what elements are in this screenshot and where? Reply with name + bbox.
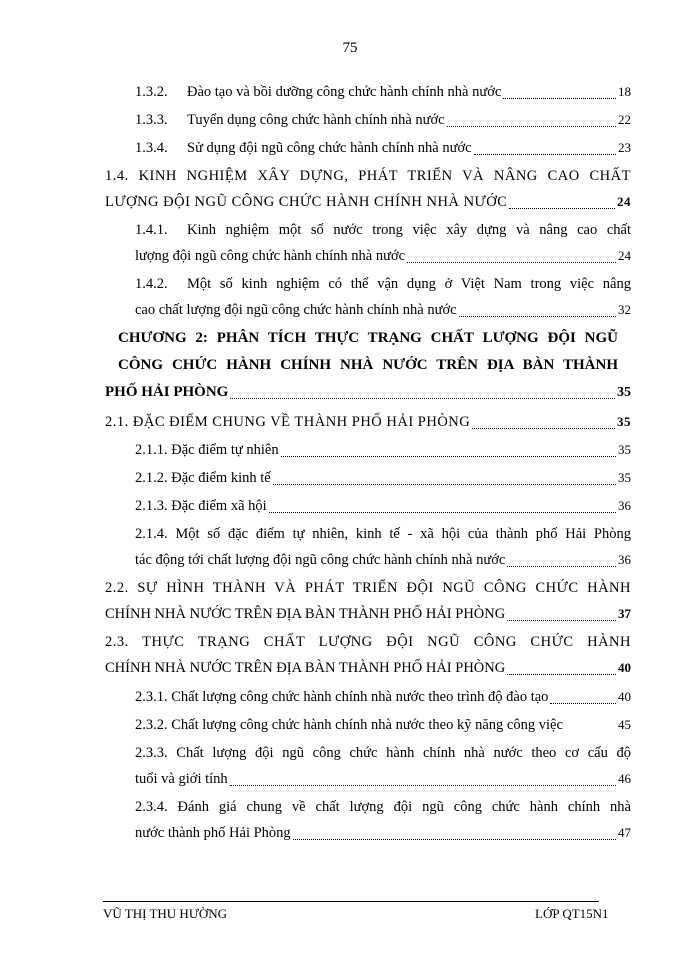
toc-page: 36 [618,498,631,513]
footer-rule [103,901,599,902]
toc-text: lượng đội ngũ công chức hành chính nhà nước [135,248,406,264]
toc-page: 47 [618,825,631,840]
toc-entry-1-4-2-line1[interactable] [135,272,631,296]
toc-text: 2.1.2. Đặc điểm kinh tế [135,470,271,486]
toc-number: 1.3.4. [135,140,168,156]
toc-page: 24 [618,248,631,263]
toc-page: 45 [618,717,631,732]
toc-leader [474,153,616,155]
toc-number: 1.4.1. [135,222,168,238]
toc-text: Đào tạo và bồi dưỡng công chức hành chính nhà nước [187,84,502,100]
page-number: 75 [342,40,358,56]
toc-entry-2-2-line1[interactable]: 2.2. SỰ HÌNH THÀNH VÀ PHÁT TRIỂN ĐỘI NGŨ CÔNG CHỨC HÀNH [105,580,631,596]
toc-leader [230,784,616,786]
toc-text: tác động tới chất lượng đội ngũ công chức hành chính nhà nước [135,552,506,568]
footer-class: LỚP QT15N1 [535,906,609,921]
toc-text: PHỐ HẢI PHÒNG [105,384,229,400]
toc-leader [503,97,616,99]
toc-leader [293,838,616,840]
toc-page: 22 [618,112,631,127]
toc-leader [447,125,616,127]
toc-entry-1-3-4[interactable] [135,136,631,160]
toc-text: 2.1. ĐẶC ĐIỂM CHUNG VỀ THÀNH PHỐ HẢI PHÒNG [105,414,471,430]
toc-leader [507,565,616,567]
toc-entry-2-1-2[interactable] [135,466,631,490]
toc-page: 32 [618,302,631,317]
toc-text: CHÍNH NHÀ NƯỚC TRÊN ĐỊA BÀN THÀNH PHỐ HẢI PHÒNG [105,606,506,622]
toc-entry-2-1-1[interactable] [135,438,631,462]
toc-entry-2-3-4-line1[interactable]: 2.3.4. Đánh giá chung về chất lượng đội ngũ công chức hành chính nhà [135,799,631,815]
toc-leader [269,511,616,513]
toc-leader [507,619,616,621]
toc-page: 35 [618,442,631,457]
chapter-2-title-line3[interactable] [105,380,631,404]
toc-entry-2-3-1[interactable] [135,685,631,709]
toc-text: 2.3.1. Chất lượng công chức hành chính nhà nước theo trình độ đào tạo [135,689,549,705]
toc-number: 1.3.3. [135,112,168,128]
toc-entry-2-1[interactable] [105,410,631,434]
toc-number: 1.4.2. [135,276,168,292]
chapter-2-title-line2[interactable]: CÔNG CHỨC HÀNH CHÍNH NHÀ NƯỚC TRÊN ĐỊA BÀN THÀNH [118,357,618,373]
toc-text: LƯỢNG ĐỘI NGŨ CÔNG CHỨC HÀNH CHÍNH NHÀ NƯỚC [105,194,508,210]
toc-leader [509,207,615,209]
toc-page: 40 [618,660,631,675]
toc-entry-2-3-3-line1[interactable]: 2.3.3. Chất lượng đội ngũ công chức hành chính nhà nước theo cơ cấu độ [135,745,631,761]
toc-leader [459,315,616,317]
toc-text: Sử dụng đội ngũ công chức hành chính nhà nước [187,140,472,156]
toc-page: 40 [618,689,631,704]
toc-text: 2.1.3. Đặc điểm xã hội [135,498,267,514]
toc-text: Kinh nghiệm một số nước trong việc xây dựng và nâng cao chất [187,222,631,238]
toc-text: tuổi và giới tính [135,771,228,787]
toc-leader [407,261,616,263]
toc-entry-2-1-4-line1[interactable]: 2.1.4. Một số đặc điểm tự nhiên, kinh tế - xã hội của thành phố Hải Phòng [135,526,631,542]
toc-leader [273,483,616,485]
toc-page: 23 [618,140,631,155]
toc-entry-1-4-line1[interactable]: 1.4. KINH NGHIỆM XÂY DỰNG, PHÁT TRIỂN VÀ NÂNG CAO CHẤT [105,168,631,184]
toc-page: 24 [617,194,631,209]
toc-text: Tuyển dụng công chức hành chính nhà nước [187,112,445,128]
toc-entry-2-1-4-line2[interactable] [135,548,631,572]
toc-entry-1-3-2[interactable] [135,80,631,104]
toc-page: 35 [617,414,631,429]
toc-entry-2-3-2[interactable] [135,713,631,737]
toc-entry-1-4-line2[interactable] [105,190,631,214]
toc-number: 1.3.2. [135,84,168,100]
toc-text: Một số kinh nghiệm có thể vận dụng ở Việt Nam trong việc nâng [187,276,631,292]
toc-page: 46 [618,771,631,786]
toc-text: CHÍNH NHÀ NƯỚC TRÊN ĐỊA BÀN THÀNH PHỐ HẢI PHÒNG [105,660,506,676]
toc-entry-1-3-3[interactable] [135,108,631,132]
toc-page: 35 [618,470,631,485]
toc-entry-2-2-line2[interactable] [105,602,631,626]
toc-text: 2.3.2. Chất lượng công chức hành chính nhà nước theo kỹ năng công việc [135,717,563,733]
toc-entry-1-4-1-line2[interactable] [135,244,631,268]
chapter-2-title-line1[interactable]: CHƯƠNG 2: PHÂN TÍCH THỰC TRẠNG CHẤT LƯỢNG ĐỘI NGŨ [118,330,618,346]
toc-leader [550,702,616,704]
toc-text: 2.1.1. Đặc điểm tự nhiên [135,442,279,458]
toc-entry-1-4-1-line1[interactable] [135,218,631,242]
toc-entry-2-3-line1[interactable]: 2.3. THỰC TRẠNG CHẤT LƯỢNG ĐỘI NGŨ CÔNG CHỨC HÀNH [105,634,631,650]
toc-leader [230,397,615,399]
toc-entry-1-4-2-line2[interactable] [135,298,631,322]
toc-entry-2-3-4-line2[interactable] [135,821,631,845]
toc-page: 37 [618,606,631,621]
footer-author: VŨ THỊ THU HƯỜNG [103,906,228,921]
toc-entry-2-1-3[interactable] [135,494,631,518]
toc-leader [472,427,615,429]
toc-text: cao chất lượng đội ngũ công chức hành chính nhà nước [135,302,457,318]
toc-text: nước thành phố Hải Phòng [135,825,291,841]
toc-page: 18 [618,84,631,99]
toc-leader [507,673,616,675]
toc-page: 35 [617,385,631,400]
toc-leader [281,455,616,457]
toc-entry-2-3-line2[interactable] [105,656,631,680]
toc-page: 36 [618,552,631,567]
toc-entry-2-3-3-line2[interactable] [135,767,631,791]
